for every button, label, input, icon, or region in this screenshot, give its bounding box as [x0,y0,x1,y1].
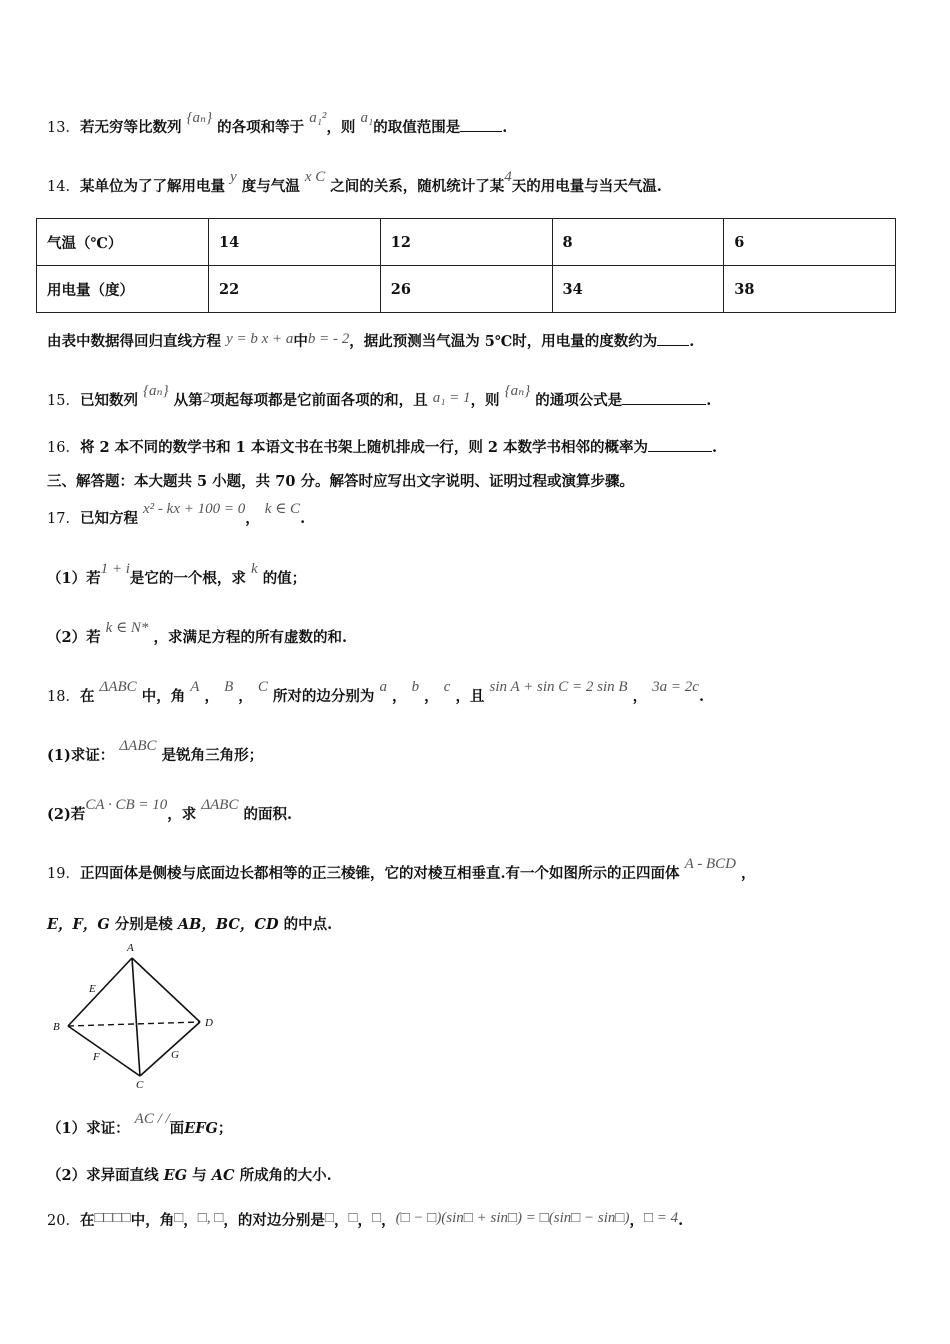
question-20: 20．在□□□□中，角□，□, □，的对边分别是□，□，□，(□ − □)(sin□ + sin□) = □(sin□ − sin□)，□ = 4. [47,1210,684,1229]
q18-text-5: . [698,688,704,705]
q17-k-domain: k ∈ C [264,501,301,517]
q14b-text-4: . [689,333,695,350]
q17-1-text-2: 是它的一个根，求 [129,570,246,587]
label-b: B [53,1021,60,1033]
q14b-text-3: ，据此预测当气温为 5℃时，用电量的度数约为 [349,333,658,350]
q13-text-3: ，则 [326,119,356,136]
q18-2-vector-product: CA · CB = 10 [85,797,168,813]
q14-xc: x C [304,169,326,185]
q15-seq-formula: {aₙ} [143,383,169,399]
q15-text-2: 从第 [173,392,203,409]
q15-text-3: 项起每项都是它前面各项的和，且 [210,392,428,409]
table-cell: 26 [380,266,552,313]
q19-number: 19． [47,866,80,882]
q16-text-2: . [712,439,718,456]
q19-1-plane: EFG [184,1120,218,1137]
q14-text-2: 度与气温 [241,178,300,195]
q19b-edges: AB，BC，CD [177,916,279,933]
q18-angle-a: A [190,679,200,695]
label-g: G [171,1049,179,1061]
q13-number: 13． [47,120,80,136]
q19-tetrahedron: A - BCD [684,856,736,872]
q20-equation: (□ − □)(sin□ + sin□) = □(sin□ − sin□) [395,1210,630,1226]
q20-text-4: . [678,1212,684,1229]
q18-side-a: a [379,679,387,695]
q15-number: 15． [47,393,80,409]
q17-2-text-2: ，求满足方程的所有虚数的和. [153,629,348,646]
table-cell: 38 [724,266,896,313]
q19-2-text-3: 与 [192,1167,207,1184]
q18-text-2: 中，角 [141,688,186,705]
q19-text-1: 正四面体是侧棱与底面边长都相等的正三棱锥，它的对棱互相垂直.有一个如图所示的正四面体 [79,865,680,882]
q18-2-text-1: (2)若 [47,806,86,823]
q20-glyph-triangle: □□□□ [94,1210,131,1226]
q18-number: 18． [47,689,80,705]
question-18-part-1 [47,738,264,765]
edge-cd [140,1022,200,1076]
q18-1-text-2: 是锐角三角形； [161,747,264,764]
q18-2-text-2: ，求 [167,806,197,823]
q17-1-text-1: （1）若 [47,570,101,587]
q13-text-1: 若无穷等比数列 [79,119,182,136]
section-3-heading: 三、解答题：本大题共 5 小题，共 70 分。解答时应写出文字说明、证明过程或演算步骤。 [47,473,634,490]
q20-number: 20． [47,1213,80,1229]
q14b-text-1: 由表中数据得回归直线方程 [47,333,221,350]
q19-text-2: ， [741,865,756,882]
q14-text-3: 之间的关系，随机统计了某 [330,178,505,195]
question-19 [47,856,756,883]
table-row [37,219,896,266]
q18-1-triangle: ΔABC [119,738,157,754]
question-16 [47,436,717,457]
q19-2-text-5: 所成角的大小. [239,1167,332,1184]
edge-ab [68,958,132,1026]
table-cell: 22 [209,266,381,313]
q14-text-4: 天的用电量与当天气温. [511,178,662,195]
q13-answer-blank [460,119,502,132]
q15-a1-value: a₁ = 1 [432,390,471,406]
question-17-part-2 [47,620,348,647]
q18-2-triangle: ΔABC [201,797,239,813]
table-row [37,266,896,313]
q15-answer-blank [622,392,706,405]
q14-number: 14． [47,179,80,195]
q14-text-1: 某单位为了了解用电量 [79,178,225,195]
table-cell: 6 [724,219,896,266]
q18-text-3: 所对的边分别为 [272,688,375,705]
q14-four: 4 [504,169,512,185]
q19b-text-2: 分别是棱 [114,916,173,933]
q19-1-parallel: AC / / [134,1111,170,1127]
q20-glyph-side-a: □ [324,1210,334,1226]
q14-answer-blank [657,333,689,346]
question-14-continued [47,330,694,351]
q20-equation-2: □ = 4 [643,1210,679,1226]
q14b-b-value: b = - 2 [307,331,350,347]
q19b-points: E，F，G [47,916,110,933]
q20-glyph-angle: □ [174,1210,184,1226]
table-cell: 12 [380,219,552,266]
q16-number: 16． [47,440,80,456]
q18-side-c: c [443,679,451,695]
q17-2-k-domain: k ∈ N* [105,620,149,636]
q19b-text-4: 的中点. [283,916,333,933]
q18-sine-equation: sin A + sin C = 2 sin B [489,679,628,695]
table-cell: 8 [552,219,724,266]
q15-text-6: . [706,392,712,409]
label-f: F [93,1051,100,1063]
q18-triangle: ΔABC [99,679,137,695]
q17-text-1: 已知方程 [79,510,138,527]
q18-side-relation: 3a = 2c [652,679,699,695]
data-table [36,218,896,313]
q18-2-text-3: 的面积. [243,806,293,823]
q15-text-5: 的通项公式是 [535,392,623,409]
q19-2-line-ac: AC [211,1167,235,1184]
q16-answer-blank [648,439,712,452]
q19-1-text-2: 面 [169,1120,185,1137]
q17-number: 17． [47,511,80,527]
label-d: D [205,1017,213,1029]
q20-glyph-angles: □, □ [197,1210,224,1226]
question-14 [47,169,662,196]
q19-2-line-eg: EG [163,1167,188,1184]
q13-text-4: 的取值范围是 [373,119,461,136]
q17-1-root: 1 + i [100,561,130,577]
q13-seq-formula: {aₙ} [186,110,213,126]
q18-text-4: ，且 [455,688,485,705]
q16-text-1: 将 2 本不同的数学书和 1 本语文书在书架上随机排成一行，则 2 本数学书相邻的概率为 [79,439,649,456]
q17-1-text-3: 的值； [262,570,307,587]
edge-ad [132,958,200,1022]
label-a: A [127,942,134,954]
q14b-text-2: 中 [293,333,308,350]
q13-a1: a₁ [360,110,374,126]
q17-1-k: k [250,561,258,577]
question-17-part-1 [47,561,307,588]
question-18-part-2 [47,797,293,824]
q14b-regression-eq: y = b x + a [226,331,294,347]
q18-1-text-1: (1)求证： [47,747,115,764]
table-cell: 34 [552,266,724,313]
table-cell: 气温（℃） [37,219,209,266]
edge-ac [132,958,140,1076]
q14-y: y [230,169,237,185]
label-e: E [89,983,96,995]
question-18: 18．在 ΔABC 中，角 A ， B ， C 所对的边分别为 a ， b ， c ，且 sin A + sin C = 2 sin B ， 3a = 2c. [47,679,704,705]
q19-2-text-1: （2）求异面直线 [47,1167,159,1184]
q20-text-3: ，的对边分别是 [223,1212,325,1229]
q15-seq-formula-2: {aₙ} [504,383,531,399]
q18-angle-c: C [257,679,268,695]
q15-text-1: 已知数列 [79,392,138,409]
q20-glyph-side-b: □ [348,1210,358,1226]
q15-text-4: ，则 [470,392,500,409]
q13-a1-squared: a₁² [309,110,327,126]
table-cell: 14 [209,219,381,266]
edge-bd-hidden [68,1022,200,1026]
question-19-part-2 [47,1164,332,1185]
question-13 [47,110,508,137]
q19-1-text-4: ； [217,1120,233,1137]
table-cell: 用电量（度） [37,266,209,313]
q17-equation: x² - kx + 100 = 0 [143,501,246,517]
question-19-continued [47,913,332,934]
q18-side-b: b [411,679,420,695]
question-17 [47,501,306,528]
q18-text-1: 在 [79,688,95,705]
tetrahedron-figure [48,938,228,1090]
q13-text-2: 的各项和等于 [217,119,305,136]
q13-text-5: . [502,119,508,136]
q15-two: 2 [202,390,211,406]
q17-2-text-1: （2）若 [47,629,101,646]
q19-1-text-1: （1）求证： [47,1120,130,1137]
q17-text-2: ， [245,510,260,527]
q20-glyph-side-c: □ [372,1210,382,1226]
q20-text-1: 在 [79,1212,95,1229]
q17-text-3: . [300,510,306,527]
question-15 [47,383,712,410]
q20-text-2: 中，角 [130,1212,175,1229]
label-c: C [136,1079,144,1090]
question-19-part-1 [47,1111,233,1138]
edge-bc [68,1026,140,1076]
q18-angle-b: B [224,679,234,695]
